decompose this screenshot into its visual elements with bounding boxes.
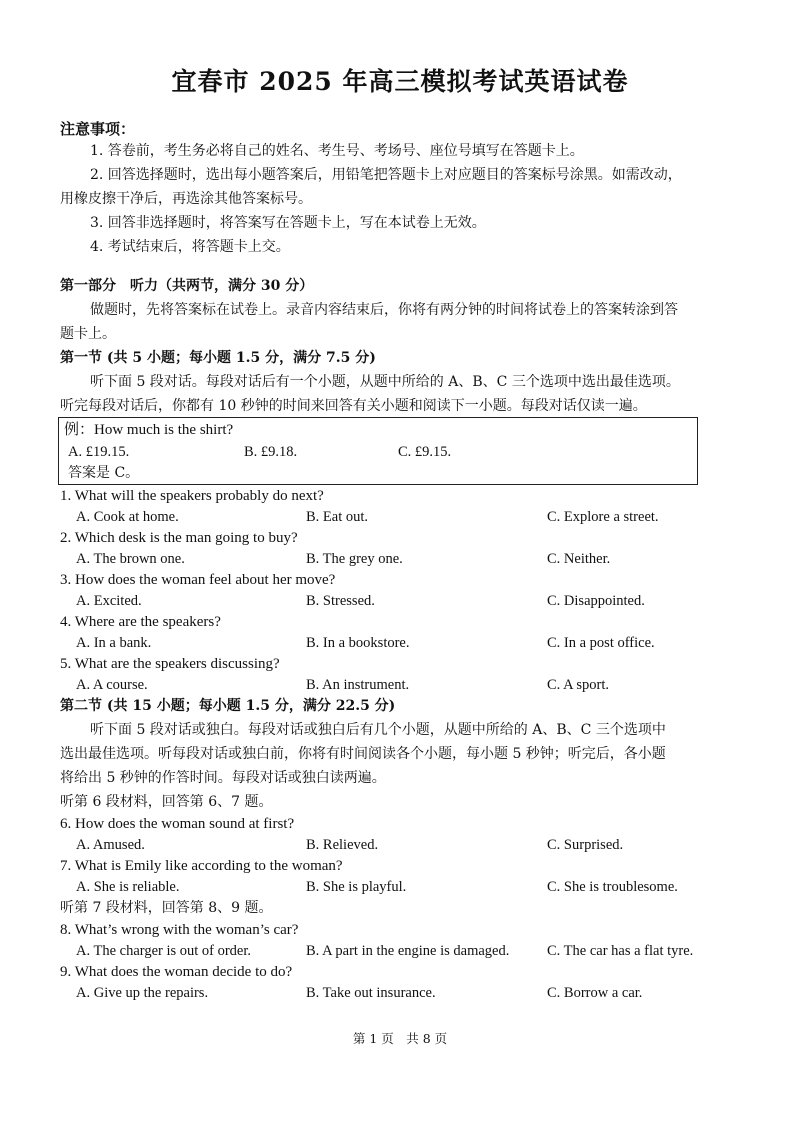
q1-option-b: B. Eat out.: [306, 509, 369, 525]
section2-instr-line2: 选出最佳选项。听每段对话或独白前，你将有时间阅读各个小题，每小题 5 秒钟；听完后，各小题: [60, 746, 666, 762]
q5-option-c: C. A sport.: [547, 677, 610, 693]
part1-intro-line2: 题卡上。: [60, 326, 116, 342]
notes-heading: 注意事项：: [60, 120, 136, 138]
question-4: 4. Where are the speakers?: [60, 614, 221, 630]
question-9: 9. What does the woman decide to do?: [60, 964, 293, 980]
q4-option-c: C. In a post office.: [547, 635, 655, 651]
q4-option-b: B. In a bookstore.: [306, 635, 410, 651]
q5-option-b: B. An instrument.: [306, 677, 410, 693]
q7-option-c: C. She is troublesome.: [547, 879, 678, 895]
material-7-note: 听第 7 段材料，回答第 8、9 题。: [60, 900, 273, 916]
q6-option-b: B. Relieved.: [306, 837, 379, 853]
q3-option-a: A. Excited.: [76, 593, 142, 609]
q9-option-a: A. Give up the repairs.: [76, 985, 209, 1001]
section1-heading: 第一节 (共 5 小题；每小题 1.5 分，满分 7.5 分): [60, 350, 376, 366]
q7-option-a: A. She is reliable.: [76, 879, 180, 895]
section2-heading: 第二节 (共 15 小题；每小题 1.5 分，满分 22.5 分): [60, 698, 396, 714]
example-answer: 答案是 C。: [68, 465, 140, 481]
q5-option-a: A. A course.: [76, 677, 148, 693]
q2-option-c: C. Neither.: [547, 551, 611, 567]
material-6-note: 听第 6 段材料，回答第 6、7 题。: [60, 794, 273, 810]
q1-option-c: C. Explore a street.: [547, 509, 659, 525]
note-item-1: 1. 答卷前，考生务必将自己的姓名、考生号、考场号、座位号填写在答题卡上。: [90, 143, 584, 159]
part1-intro-line1: 做题时，先将答案标在试卷上。录音内容结束后，你将有两分钟的时间将试卷上的答案转涂到答: [90, 302, 678, 318]
q8-option-c: C. The car has a flat tyre.: [547, 943, 694, 959]
question-7: 7. What is Emily like according to the woman?: [60, 858, 343, 874]
note-item-3: 3. 回答非选择题时，将答案写在答题卡上，写在本试卷上无效。: [90, 215, 486, 231]
question-8: 8. What’s wrong with the woman’s car?: [60, 922, 299, 938]
example-option-a: A. £19.15.: [68, 444, 130, 460]
part1-heading: 第一部分 听力（共两节，满分 30 分）: [60, 278, 314, 294]
q4-option-a: A. In a bank.: [76, 635, 152, 651]
example-option-c: C. £9.15.: [398, 444, 452, 460]
section2-instr-line3: 将给出 5 秒钟的作答时间。每段对话或独白读两遍。: [60, 770, 386, 786]
note-item-2: 2. 回答选择题时，选出每小题答案后，用铅笔把答题卡上对应题目的答案标号涂黑。如需改动，: [90, 167, 682, 183]
q3-option-c: C. Disappointed.: [547, 593, 645, 609]
q3-option-b: B. Stressed.: [306, 593, 375, 609]
q8-option-a: A. The charger is out of order.: [76, 943, 252, 959]
q9-option-c: C. Borrow a car.: [547, 985, 643, 1001]
question-3: 3. How does the woman feel about her move?: [60, 572, 336, 588]
q2-option-a: A. The brown one.: [76, 551, 185, 567]
example-option-b: B. £9.18.: [244, 444, 298, 460]
section1-instr-line2: 听完每段对话后，你都有 10 秒钟的时间来回答有关小题和阅读下一小题。每段对话仅读一遍。: [60, 398, 647, 414]
question-5: 5. What are the speakers discussing?: [60, 656, 280, 672]
note-item-4: 4. 考试结束后，将答题卡上交。: [90, 239, 290, 255]
question-1: 1. What will the speakers probably do next?: [60, 488, 324, 504]
question-2: 2. Which desk is the man going to buy?: [60, 530, 298, 546]
q1-option-a: A. Cook at home.: [76, 509, 179, 525]
q2-option-b: B. The grey one.: [306, 551, 403, 567]
q6-option-c: C. Surprised.: [547, 837, 624, 853]
section1-instr-line1: 听下面 5 段对话。每段对话后有一个小题，从题中所给的 A、B、C 三个选项中选出最佳选项。: [90, 374, 680, 390]
q6-option-a: A. Amused.: [76, 837, 145, 853]
note-item-2-cont: 用橡皮擦干净后，再选涂其他答案标号。: [60, 191, 312, 207]
q7-option-b: B. She is playful.: [306, 879, 407, 895]
page-title: 宜春市 2025 年高三模拟考试英语试卷: [171, 67, 629, 96]
question-6: 6. How does the woman sound at first?: [60, 816, 295, 832]
section2-instr-line1: 听下面 5 段对话或独白。每段对话或独白后有几个小题，从题中所给的 A、B、C 三个选项中: [90, 722, 666, 738]
q9-option-b: B. Take out insurance.: [306, 985, 436, 1001]
example-question: 例：How much is the shirt?: [64, 422, 234, 438]
page-footer: 第 1 页 共 8 页: [352, 1031, 448, 1046]
q8-option-b: B. A part in the engine is damaged.: [306, 943, 510, 959]
